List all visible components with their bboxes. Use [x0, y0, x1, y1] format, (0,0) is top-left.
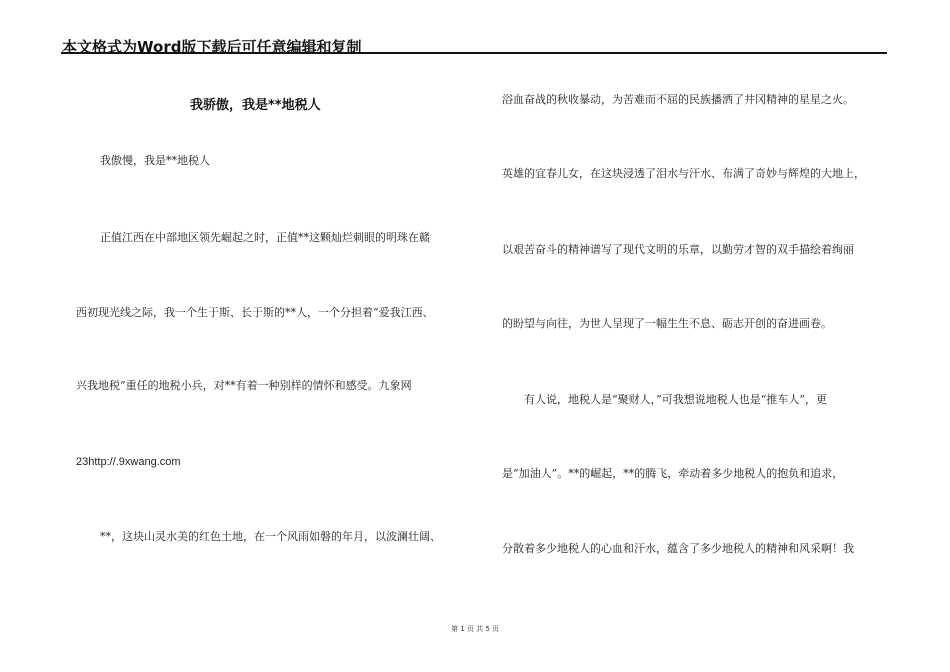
right-paragraph-line: 浴血奋战的秋收暴动，为苦难而不屈的民族播洒了井冈精神的星星之火。 — [502, 93, 854, 106]
right-paragraph-line: 以艰苦奋斗的精神谱写了现代文明的乐章，以勤劳才智的双手描绘着绚丽 — [502, 243, 854, 256]
left-paragraph-line: 我傲慢，我是**地税人 — [100, 154, 210, 167]
left-paragraph-line-url: 23http://.9xwang.com — [76, 456, 181, 468]
right-paragraph-line: 分散着多少地税人的心血和汗水，蕴含了多少地税人的精神和风采啊！我 — [502, 542, 854, 555]
right-paragraph-line: 的盼望与向往，为世人呈现了一幅生生不息、砺志开创的奋进画卷。 — [502, 317, 832, 330]
document-title: 我骄傲，我是**地税人 — [190, 98, 321, 113]
header-rule — [61, 52, 887, 54]
left-paragraph-line: 兴我地税”重任的地税小兵，对**有着一种别样的情怀和感受。九象网 — [76, 379, 412, 392]
page-number-footer: 第 1 页 共 5 页 — [450, 625, 500, 633]
document-header-text: 本文格式为Word版下载后可任意编辑和复制 — [62, 38, 362, 56]
left-paragraph-line: **，这块山灵水美的红色土地，在一个风雨如磐的年月，以波澜壮阔、 — [100, 530, 441, 543]
right-paragraph-line: 是“加油人”。**的崛起，**的腾飞，牵动着多少地税人的抱负和追求， — [502, 467, 844, 480]
right-paragraph-line: 英雄的宜春儿女，在这块浸透了泪水与汗水、布满了奇妙与辉煌的大地上， — [502, 167, 865, 180]
left-paragraph-line: 正值江西在中部地区领先崛起之时，正值**这颗灿烂刺眼的明珠在赣 — [100, 231, 430, 244]
right-paragraph-line: 有人说，地税人是“聚财人，”可我想说地税人也是“推车人”，更 — [524, 393, 827, 406]
left-paragraph-line: 西初现光线之际，我一个生于斯、长于斯的**人，一个分担着“爱我江西、 — [76, 306, 434, 319]
